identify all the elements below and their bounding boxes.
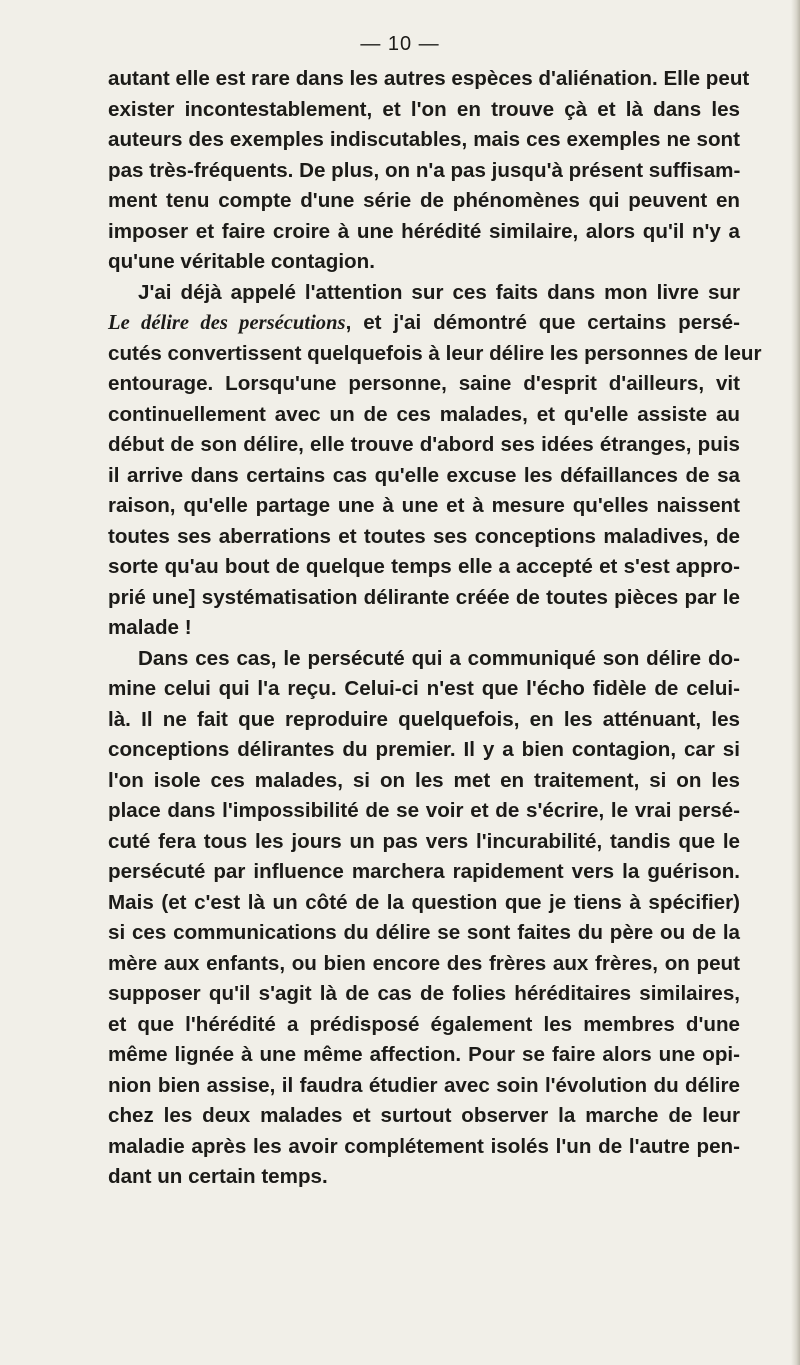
- page-edge: [791, 0, 800, 1365]
- book-title: Le délire des persécutions: [108, 312, 346, 334]
- text-line: exister incontestablement, et l'on en trouve çà et là dans les: [108, 97, 740, 121]
- text-line: l'on isole ces malades, si on les met en traitement, si on les: [108, 768, 740, 792]
- text-line: là. Il ne fait que reproduire quelquefois, en les atténuant, les: [108, 707, 740, 731]
- paragraph-2: [108, 278, 762, 644]
- text-line: pas très-fréquents. De plus, on n'a pas jusqu'à présent suffisam-: [108, 158, 741, 182]
- text-line: nion bien assise, il faudra étudier avec soin l'évolution du délire: [108, 1073, 740, 1097]
- text-line: entourage. Lorsqu'une personne, saine d'esprit d'ailleurs, vit: [108, 372, 740, 395]
- text-line: persécuté par influence marchera rapidement vers la guérison.: [108, 860, 740, 883]
- text-line: mine celui qui l'a reçu. Celui-ci n'est que l'écho fidèle de celui-: [108, 677, 740, 700]
- text-line: raison, qu'elle partage une à une et à mesure qu'elles naissent: [108, 494, 740, 517]
- text-line: même lignée à une même affection. Pour se faire alors une opi-: [108, 1043, 740, 1066]
- text-line: cutés convertissent quelquefois à leur délire les personnes de leur: [108, 341, 762, 365]
- text-line: qu'une véritable contagion.: [108, 250, 375, 273]
- paragraph-3: [108, 644, 740, 1193]
- text-line: place dans l'impossibilité de se voir et de s'écrire, le vrai persé-: [108, 799, 740, 822]
- text-line: supposer qu'il s'agit là de cas de folies héréditaires similaires,: [108, 982, 740, 1005]
- text-line: cuté fera tous les jours un pas vers l'incurabilité, tandis que le: [108, 829, 740, 853]
- text-line: J'ai déjà appelé l'attention sur ces faits dans mon livre sur: [138, 280, 740, 304]
- text-line: imposer et faire croire à une hérédité similaire, alors qu'il n'y a: [108, 219, 740, 243]
- text-line: maladie après les avoir complétement isolés l'un de l'autre pen-: [108, 1134, 740, 1158]
- text-fragment: , et j'ai démontré que certains persé-: [345, 311, 740, 334]
- text-line: continuellement avec un de ces malades, et qu'elle assiste au: [108, 402, 740, 426]
- text-line: Dans ces cas, le persécuté qui a communiqué son délire do-: [138, 646, 740, 670]
- text-line: ment tenu compte d'une série de phénomènes qui peuvent en: [108, 189, 740, 212]
- text-line: dant un certain temps.: [108, 1165, 328, 1188]
- text-line: conceptions délirantes du premier. Il y a bien contagion, car si: [108, 738, 740, 761]
- text-line: chez les deux malades et surtout observer la marche de leur: [108, 1104, 740, 1127]
- text-line: mère aux enfants, ou bien encore des frères aux frères, on peut: [108, 951, 740, 975]
- text-line: et que l'hérédité a prédisposé également les membres d'une: [108, 1012, 740, 1036]
- text-line: il arrive dans certains cas qu'elle excuse les défaillances de sa: [108, 463, 740, 487]
- text-line: autant elle est rare dans les autres espèces d'aliénation. Elle peut: [108, 67, 750, 90]
- text-line: malade !: [108, 616, 192, 639]
- text-line: Mais (et c'est là un côté de la question que je tiens à spécifier): [108, 890, 740, 914]
- page-number-header: — 10 —: [360, 33, 440, 55]
- body-text: [108, 64, 762, 1193]
- text-line: sorte qu'au bout de quelque temps elle a accepté et s'est appro-: [108, 555, 740, 578]
- text-line: toutes ses aberrations et toutes ses conceptions maladives, de: [108, 524, 740, 548]
- text-line-with-title: [108, 308, 740, 339]
- text-line: auteurs des exemples indiscutables, mais ces exemples ne sont: [108, 128, 740, 151]
- paragraph-1: [108, 64, 750, 278]
- text-line: prié une] systématisation délirante créée de toutes pièces par le: [108, 585, 740, 609]
- text-line: si ces communications du délire se sont faites du père ou de la: [108, 921, 740, 944]
- text-line: début de son délire, elle trouve d'abord ses idées étranges, puis: [108, 433, 740, 456]
